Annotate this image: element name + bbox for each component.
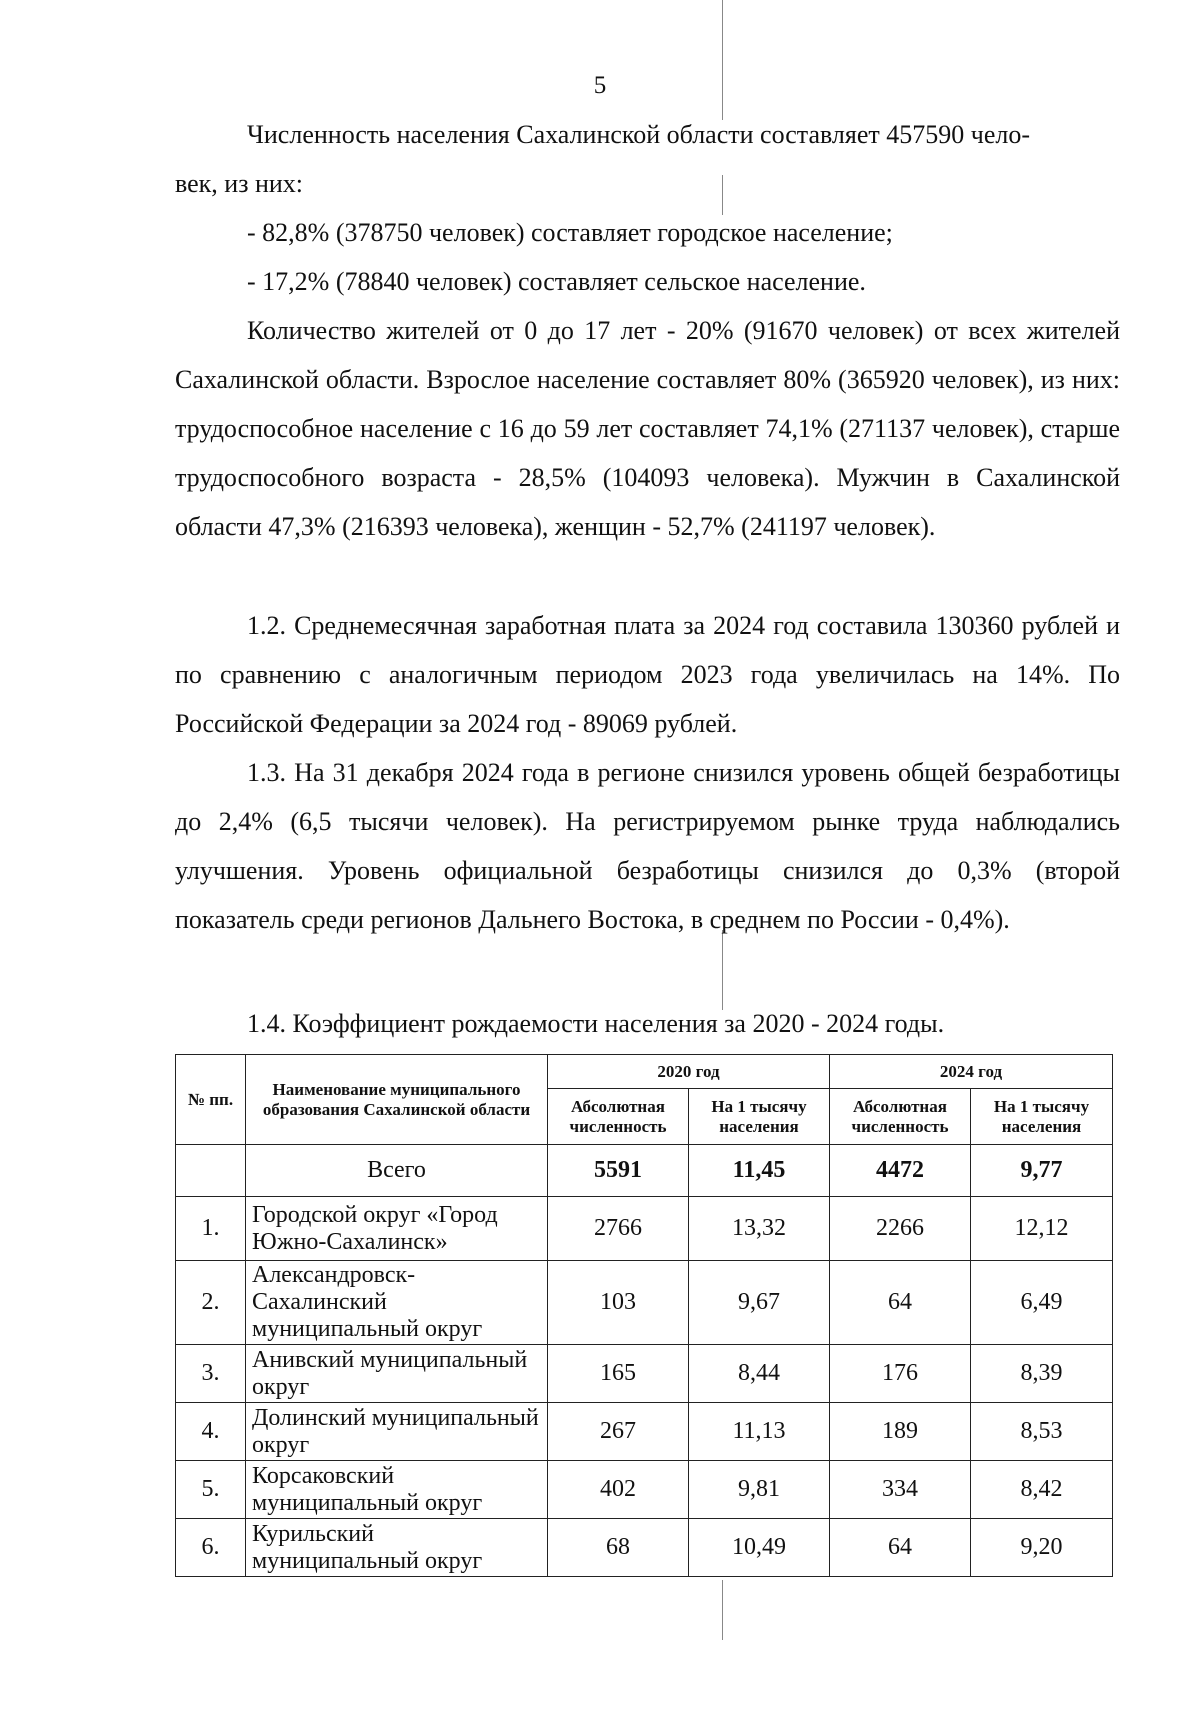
page-number: 5 xyxy=(593,72,607,99)
table-row-total xyxy=(176,1145,1113,1197)
table-row xyxy=(176,1461,1113,1519)
table-row xyxy=(176,1403,1113,1461)
cell-per-2024: 9,20 xyxy=(971,1519,1113,1577)
cell-abs-2020: 103 xyxy=(548,1261,689,1345)
cell-name: Всего xyxy=(246,1145,548,1197)
table-row xyxy=(176,1519,1113,1577)
cell-abs-2020: 165 xyxy=(548,1345,689,1403)
cell-per-2024: 8,42 xyxy=(971,1461,1113,1519)
cell-name: Анивский муниципальный округ xyxy=(246,1345,548,1403)
cell-abs-2020: 402 xyxy=(548,1461,689,1519)
cell-abs-2024: 64 xyxy=(830,1261,971,1345)
cell-abs-2024: 4472 xyxy=(830,1145,971,1197)
cell-per-2020: 9,81 xyxy=(689,1461,830,1519)
header-abs-2024: Абсолютная численность xyxy=(830,1089,971,1145)
cell-name: Долинский муниципальный округ xyxy=(246,1403,548,1461)
cell-name: Городской округ «Город Южно-Сахалинск» xyxy=(246,1197,548,1261)
cell-abs-2024: 334 xyxy=(830,1461,971,1519)
table-row xyxy=(176,1345,1113,1403)
paragraph-unemployment: 1.3. На 31 декабря 2024 года в регионе снизился уровень общей безработицы до 2,4% (6,5 тысячи человек). На регистрируемом рынке труда наблюдались улучшения. Уровень официальной безработицы снизился до 0,3% (второй показатель среди регионов Дальнего Востока, в среднем по России - 0,4%). xyxy=(175,758,1120,934)
cell-name: Курильский муниципальный округ xyxy=(246,1519,548,1577)
cell-num: 5. xyxy=(176,1461,246,1519)
cell-abs-2024: 176 xyxy=(830,1345,971,1403)
scan-artifact-line xyxy=(722,1580,723,1640)
header-name: Наименование муниципального образования Сахалинской области xyxy=(246,1055,548,1145)
header-year-2020: 2020 год xyxy=(548,1055,830,1089)
cell-per-2020: 11,13 xyxy=(689,1403,830,1461)
cell-abs-2024: 189 xyxy=(830,1403,971,1461)
cell-per-2024: 8,53 xyxy=(971,1403,1113,1461)
cell-per-2024: 12,12 xyxy=(971,1197,1113,1261)
table-row xyxy=(176,1261,1113,1345)
paragraph-population xyxy=(175,110,1120,159)
birth-rate-table xyxy=(175,1054,1113,1577)
paragraph-salary: 1.2. Среднемесячная заработная плата за 2024 год составила 130360 рублей и по сравнению с аналогичным периодом 2023 года увеличилась на 14%. По Российской Федерации за 2024 год - 89069 рублей. xyxy=(175,611,1120,738)
cell-per-2024: 8,39 xyxy=(971,1345,1113,1403)
paragraph-population-cont: век, из них: xyxy=(175,169,304,198)
cell-abs-2024: 2266 xyxy=(830,1197,971,1261)
cell-per-2020: 13,32 xyxy=(689,1197,830,1261)
scan-artifact-line xyxy=(722,0,723,120)
cell-abs-2020: 5591 xyxy=(548,1145,689,1197)
cell-num: 2. xyxy=(176,1261,246,1345)
header-num: № пп. xyxy=(176,1055,246,1145)
cell-per-2024: 6,49 xyxy=(971,1261,1113,1345)
cell-num: 4. xyxy=(176,1403,246,1461)
cell-num: 1. xyxy=(176,1197,246,1261)
header-abs-2020: Абсолютная численность xyxy=(548,1089,689,1145)
paragraph-ages: Количество жителей от 0 до 17 лет - 20% (91670 человек) от всех жителей Сахалинской области. Взрослое население составляет 80% (365920 человек), из них: трудоспособное население с 16 до 59 лет составляет 74,1% (271137 человек), старше трудоспособного возраста - 28,5% (104093 человека). Мужчин в Сахалинской области 47,3% (216393 человека), женщин - 52,7% (241197 человек). xyxy=(175,316,1120,541)
cell-per-2020: 9,67 xyxy=(689,1261,830,1345)
cell-per-2024: 9,77 xyxy=(971,1145,1113,1197)
cell-abs-2020: 267 xyxy=(548,1403,689,1461)
population-line1: Численность населения Сахалинской области составляет 457590 чело- xyxy=(247,120,1031,149)
cell-per-2020: 11,45 xyxy=(689,1145,830,1197)
cell-num: 6. xyxy=(176,1519,246,1577)
cell-abs-2020: 2766 xyxy=(548,1197,689,1261)
cell-abs-2024: 64 xyxy=(830,1519,971,1577)
table-caption: 1.4. Коэффициент рождаемости населения за 2020 - 2024 годы. xyxy=(247,1009,945,1038)
cell-abs-2020: 68 xyxy=(548,1519,689,1577)
cell-per-2020: 10,49 xyxy=(689,1519,830,1577)
cell-per-2020: 8,44 xyxy=(689,1345,830,1403)
cell-num xyxy=(176,1145,246,1197)
urban-population-item: - 82,8% (378750 человек) составляет городское население; xyxy=(247,218,893,247)
header-per-2024: На 1 тысячу населения xyxy=(971,1089,1113,1145)
rural-population-item: - 17,2% (78840 человек) составляет сельское население. xyxy=(247,267,866,296)
header-year-2024: 2024 год xyxy=(830,1055,1113,1089)
header-per-2020: На 1 тысячу населения xyxy=(689,1089,830,1145)
cell-name: Александровск-Сахалинский муниципальный округ xyxy=(246,1261,548,1345)
cell-num: 3. xyxy=(176,1345,246,1403)
cell-name: Корсаковский муниципальный округ xyxy=(246,1461,548,1519)
table-row xyxy=(176,1197,1113,1261)
